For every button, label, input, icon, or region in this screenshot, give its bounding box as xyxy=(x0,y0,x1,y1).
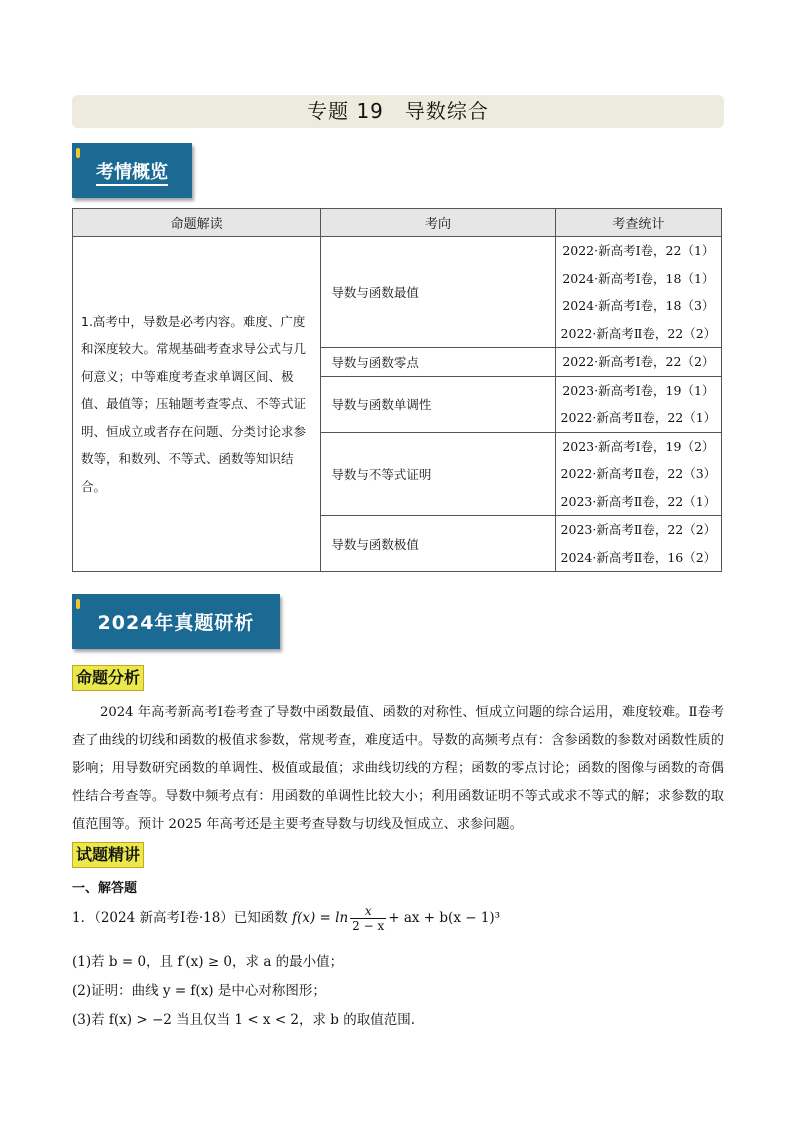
analysis-text: 2024 年高考新高考Ⅰ卷考查了导数中函数最值、函数的对称性、恒成立问题的综合运用，难度较难。Ⅱ卷考查了曲线的切线和函数的极值求参数，常规考查，难度适中。导数的高频考点有：含参函数的参数对函数性质的影响；用导数研究函数的单调性、极值或最值；求曲线切线的方程；函数的零点讨论；函数的图像与函数的奇偶性结合考查等。导数中频考点有：用函数的单调性比较大小；利用函数证明不等式或求不等式的解；求参数的取值范围等。预计 2025 年高考还是主要考查导数与切线及恒成立、求参问题。 xyxy=(72,705,724,832)
header-reading: 命题解读 xyxy=(73,209,321,237)
stats-cell xyxy=(555,432,721,516)
stat-item: 2024·新高考Ⅰ卷，18（1） xyxy=(562,270,715,286)
badge-marker-icon xyxy=(76,148,80,158)
stat-item: 2023·新高考Ⅱ卷，22（1） xyxy=(560,493,717,509)
stats-cell xyxy=(555,237,721,348)
function-left: f(x) = ln xyxy=(292,910,349,926)
stat-item: 2023·新高考Ⅱ卷，22（2） xyxy=(560,522,717,537)
overview-badge xyxy=(72,143,192,198)
stats-cell xyxy=(555,348,721,377)
analysis-badge xyxy=(72,594,280,649)
direction-cell: 导数与函数单调性 xyxy=(321,376,555,432)
problem-number: 1． xyxy=(72,910,95,926)
direction-cell: 导数与不等式证明 xyxy=(321,432,555,516)
fraction-denominator: 2 − x xyxy=(352,919,385,933)
problem-stem xyxy=(72,904,500,933)
reading-cell: 1.高考中，导数是必考内容。难度、广度和深度较大。常规基础考查求导公式与几何意义；中等难度考查求单调区间、极值、最值等；压轴题考查零点、不等式证明、恒成立或者存在问题、分类讨论求参数等，和数列、不等式、函数等知识结合。 xyxy=(73,237,321,572)
header-stats: 考查统计 xyxy=(555,209,721,237)
question-3: (3)若 f(x) > −2 当且仅当 1 < x < 2，求 b 的取值范围. xyxy=(72,1012,416,1028)
stats-cell xyxy=(555,516,721,572)
page-title: 专题 19 导数综合 xyxy=(72,95,724,128)
stat-item: 2022·新高考Ⅱ卷，22（2） xyxy=(560,325,717,341)
section-label-analysis: 命题分析 xyxy=(72,665,144,691)
stat-item: 2024·新高考Ⅰ卷，18（3） xyxy=(562,298,715,313)
function-right: + ax + b(x − 1)³ xyxy=(388,910,501,926)
part-heading: 一、解答题 xyxy=(72,881,138,896)
direction-cell: 导数与函数极值 xyxy=(321,516,555,572)
section-label-problems: 试题精讲 xyxy=(72,842,144,868)
question-2: (2)证明：曲线 y = f(x) 是中心对称图形； xyxy=(72,983,326,999)
stat-item: 2022·新高考Ⅱ卷，22（3） xyxy=(560,466,717,481)
problem-source: （2024 新高考Ⅰ卷·18）已知函数 xyxy=(94,910,288,926)
analysis-paragraph xyxy=(72,699,724,839)
stats-cell xyxy=(555,376,721,432)
table-row xyxy=(73,237,722,348)
stat-item: 2023·新高考Ⅰ卷，19（1） xyxy=(562,382,715,398)
stat-item: 2022·新高考Ⅰ卷，22（1） xyxy=(562,243,715,258)
fraction-numerator: x xyxy=(350,904,386,919)
question-1: (1)若 b = 0，且 f′(x) ≥ 0，求 a 的最小值； xyxy=(72,954,344,970)
table-header-row xyxy=(73,209,722,237)
overview-badge-label: 考情概览 xyxy=(96,162,168,186)
direction-cell: 导数与函数零点 xyxy=(321,348,555,377)
analysis-badge-label: 2024年真题研析 xyxy=(97,612,255,634)
stat-item: 2024·新高考Ⅱ卷，16（2） xyxy=(560,549,717,565)
header-direction: 考向 xyxy=(321,209,555,237)
stat-item: 2022·新高考Ⅱ卷，22（1） xyxy=(560,410,717,425)
fraction xyxy=(350,904,386,933)
exam-overview-table xyxy=(72,208,722,572)
stat-item: 2022·新高考Ⅰ卷，22（2） xyxy=(562,354,715,369)
direction-cell: 导数与函数最值 xyxy=(321,237,555,348)
stat-item: 2023·新高考Ⅰ卷，19（2） xyxy=(562,438,715,454)
